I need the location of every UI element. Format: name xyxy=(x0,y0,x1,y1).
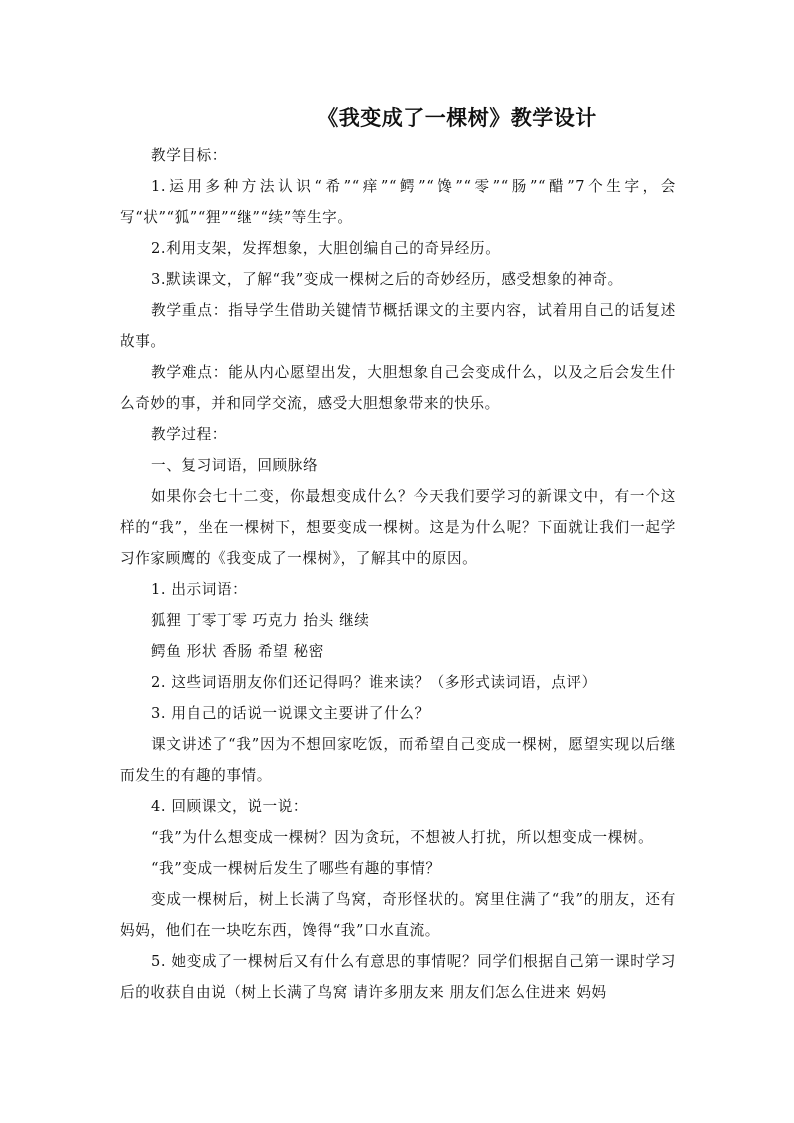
paragraph-word-list-2: 鳄鱼 形状 香肠 希望 秘密 xyxy=(151,643,324,660)
paragraph-process-heading: 教学过程： xyxy=(151,426,227,443)
paragraph-section-1-heading: 一、复习词语，回顾脉络 xyxy=(151,457,319,474)
paragraph-step-2: 2. 这些词语朋友你们还记得吗？谁来读？（多形式读词语，点评） xyxy=(151,674,597,691)
paragraph-difficulties: 教学难点：能从内心愿望出发，大胆想象自己会变成什么，以及之后会发生什么奇妙的事，并和同学交流，感受大胆想象带来的快乐。 xyxy=(120,364,676,412)
paragraph-why-tree: “我”为什么想变成一棵树？因为贪玩，不想被人打扰，所以想变成一棵树。 xyxy=(151,829,654,846)
paragraph-step-4: 4. 回顾课文，说一说： xyxy=(151,798,309,815)
paragraph-key-points: 教学重点：指导学生借助关键情节概括课文的主要内容，试着用自己的话复述故事。 xyxy=(120,302,676,350)
paragraph-step-5: 5. 她变成了一棵树后又有什么有意思的事情呢？同学们根据自己第一课时学习后的收获自由说（树上长满了鸟窝 请许多朋友来 朋友们怎么住进来 妈妈 xyxy=(120,953,676,1001)
paragraph-question: “我”变成一棵树后发生了哪些有趣的事情？ xyxy=(151,860,441,877)
paragraph-summary: 课文讲述了“我”因为不想回家吃饭，而希望自己变成一棵树，愿望实现以后继而发生的有趣的事情。 xyxy=(120,736,676,784)
paragraph-word-list-1: 狐狸 丁零丁零 巧克力 抬头 继续 xyxy=(151,612,370,629)
paragraph-intro: 如果你会七十二变，你最想变成什么？今天我们要学习的新课文中，有一个这样的“我”，坐在一棵树下，想要变成一棵树。这是为什么呢？下面就让我们一起学习作家顾鹰的《我变成了一棵树》，了解其中的原因。 xyxy=(120,488,676,567)
paragraph-step-3: 3. 用自己的话说一说课文主要讲了什么？ xyxy=(151,705,430,722)
paragraph-objective-1: 1.运用多种方法认识“希”“痒”“鳄”“馋”“零”“肠”“醋”7个生字，会写“状”“狐”“狸”“继”“续”等生字。 xyxy=(120,178,676,226)
paragraph-objective-2: 2.利用支架，发挥想象，大胆创编自己的奇异经历。 xyxy=(151,240,501,257)
paragraph-objectives-heading: 教学目标： xyxy=(151,147,227,164)
paragraph-answer: 变成一棵树后，树上长满了鸟窝，奇形怪状的。窝里住满了“我”的朋友，还有妈妈，他们在一块吃东西，馋得“我”口水直流。 xyxy=(120,891,676,939)
paragraph-objective-3: 3.默读课文，了解“我”变成一棵树之后的奇妙经历，感受想象的神奇。 xyxy=(151,271,623,288)
document-title: 《我变成了一棵树》教学设计 xyxy=(317,106,597,130)
paragraph-step-1: 1. 出示词语： xyxy=(151,581,248,598)
